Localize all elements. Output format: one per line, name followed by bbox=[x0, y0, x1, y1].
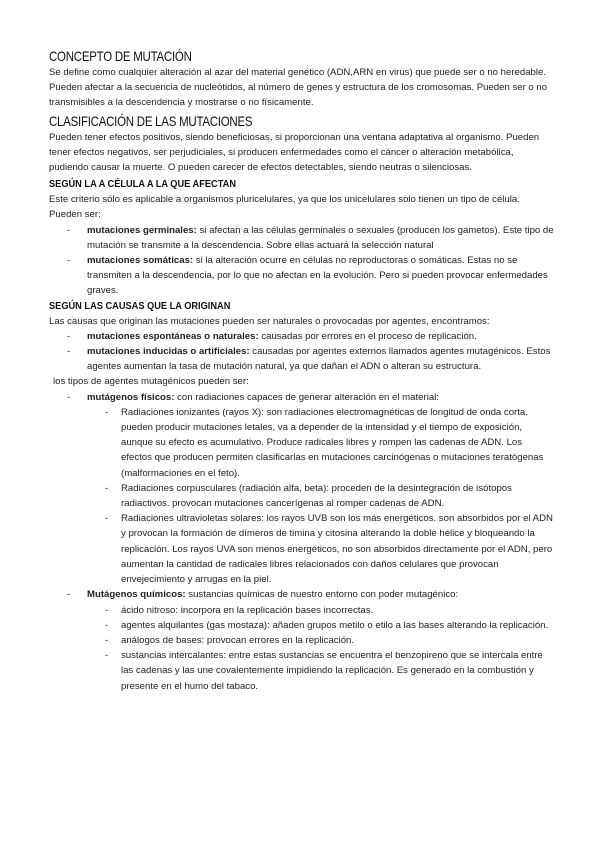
list-item bbox=[49, 633, 554, 648]
concepto-paragraph: Se define como cualquier alteración al azar del material genético (ADN,ARN en virus) que puede ser o no heredable. Pueden afectar a la secuencia de nucleótidos, al número de genes y estructura de los cromosomas. Pueden ser o no transmisibles a la descendencia y mostrarse o no físicamente. bbox=[49, 67, 548, 109]
list-item bbox=[49, 603, 554, 618]
item-text: causadas por agentes externos llamados agentes mutagénicos. Estos agentes aumentan la tasa de mutación natural, ya que dañan el ADN o alteran su estructura. bbox=[87, 346, 551, 373]
item-text: si la alteración ocurre en células no reproductoras o somáticas. Estas no se transmiten a la descendencia, por lo que no afectan en la evolución. Pero si pueden provocar enfermedades graves. bbox=[87, 255, 548, 297]
dash-bullet: - bbox=[105, 650, 109, 662]
celula-paragraph: Este criterio sólo es aplicable a organismos pluricelulares, ya que los unicelulares solo tienen un tipo de célula. Pueden ser: bbox=[49, 194, 520, 221]
item-text: Radiaciones corpusculares (radiación alfa, beta): proceden de la desintegración de isótopos radiactivos. provocan mutaciones cancerígenas al romper cadenas de ADN. bbox=[121, 482, 512, 510]
dash-bullet: - bbox=[67, 330, 71, 342]
item-text: causadas por errores en el proceso de replicación. bbox=[258, 330, 477, 342]
list-item bbox=[49, 648, 554, 694]
dash-bullet: - bbox=[105, 406, 109, 418]
list-item bbox=[49, 587, 554, 602]
clasificacion-paragraph: Pueden tener efectos positivos, siendo beneficiosas, si proporcionan una ventana adaptativa al organismo. Pueden tener efectos negativos, ser perjudiciales, si producen enfermedades como el cáncer o alteración metabólica, pudiendo causar la muerte. O pueden carecer de efectos detectables, siendo neutras o silenciosas. bbox=[49, 131, 540, 174]
list-item bbox=[49, 329, 554, 344]
dash-bullet: - bbox=[105, 482, 109, 494]
list-item bbox=[49, 223, 554, 253]
dash-bullet: - bbox=[105, 634, 109, 646]
item-term: mutágenos físicos: bbox=[87, 391, 175, 403]
list-item bbox=[49, 405, 554, 481]
celula-list bbox=[49, 223, 554, 299]
dash-bullet: - bbox=[67, 255, 71, 267]
item-term: mutaciones somáticas: bbox=[87, 255, 194, 267]
item-text: Radiaciones ionizantes (rayos X): son radiaciones electromagnéticas de longitud de onda corta. pueden producir mutaciones letales, va a depender de la intensidad y el tiempo de exposición, aunque su efecto es acumulativo. Produce radicales libres y rompen las cadenas de ADN. Los efectos que producen permiten clasificarlas en mutaciones carcinógenas o mutaciones teratógenas (malformaciones en el feto). bbox=[121, 406, 544, 479]
item-text: análogos de bases: provocan errores en la replicación. bbox=[121, 634, 355, 646]
causas-list bbox=[49, 329, 554, 375]
item-term: mutaciones germinales: bbox=[87, 224, 197, 236]
mutagenos-list bbox=[49, 390, 554, 694]
list-item bbox=[49, 481, 554, 511]
list-item bbox=[49, 390, 554, 405]
list-item bbox=[49, 618, 554, 633]
dash-bullet: - bbox=[67, 391, 71, 403]
document-page bbox=[49, 48, 554, 694]
dash-bullet: - bbox=[105, 513, 109, 525]
item-term: Mutágenos químicos: bbox=[87, 589, 186, 601]
list-item bbox=[49, 253, 554, 299]
item-text: sustancias químicas de nuestro entorno con poder mutagénico: bbox=[185, 589, 459, 601]
list-item bbox=[49, 344, 554, 374]
list-item bbox=[49, 511, 554, 587]
dash-bullet: - bbox=[67, 224, 71, 236]
item-text: si afectan a las células germinales o sexuales (producen los gametos). Este tipo de mutación se transmite a la descendencia. Sobre ellas actuará la selección natural bbox=[87, 224, 554, 251]
dash-bullet: - bbox=[67, 346, 71, 358]
concepto-heading: CONCEPTO DE MUTACIÓN bbox=[49, 48, 192, 64]
dash-bullet: - bbox=[67, 589, 71, 601]
tipos-paragraph: los tipos de agentes mutagénicos pueden ser: bbox=[53, 376, 249, 388]
item-text: con radiaciones capaces de generar alteración en el material: bbox=[174, 391, 439, 403]
item-text: Radiaciones ultravioletas solares: los rayos UVB son los más energéticos. son absorbidos por el ADN y provocan la formación de dímeros de timina y citosina alterando la doble hélice y bloqueando la replicación. Los rayos UVA son menos energéticos, no son absorbidos directamente por el ADN, pero aumentan la cantidad de radicales libres relacionados con daños celulares que provocan envejecimiento y arrugas en la piel. bbox=[121, 513, 553, 586]
item-text: agentes alquilantes (gas mostaza): añaden grupos metilo o etilo a las bases alterando la replicación. bbox=[121, 619, 549, 631]
item-term: mutaciones inducidas o artificiales: bbox=[87, 346, 250, 358]
dash-bullet: - bbox=[105, 619, 109, 631]
item-text: ácido nitroso: incorpora en la replicación bases incorrectas. bbox=[121, 604, 374, 616]
causas-paragraph: Las causas que originan las mutaciones pueden ser naturales o provocadas por agentes, encontramos: bbox=[49, 315, 490, 327]
dash-bullet: - bbox=[105, 604, 109, 616]
clasificacion-heading: CLASIFICACIÓN DE LAS MUTACIONES bbox=[49, 112, 253, 129]
causas-heading: SEGÚN LAS CAUSAS QUE LA ORIGINAN bbox=[49, 299, 231, 312]
item-term: mutaciones espontáneas o naturales: bbox=[87, 330, 259, 342]
item-text: sustancias intercalantes: entre estas sustancias se encuentra el benzopireno que se intercala entre las cadenas y las une covalentemente impidiendo la replicación. Es generado en la combustión y presente en el humo del tabaco. bbox=[121, 650, 543, 692]
celula-heading: SEGÚN LA A CÉLULA A LA QUE AFECTAN bbox=[49, 178, 237, 191]
